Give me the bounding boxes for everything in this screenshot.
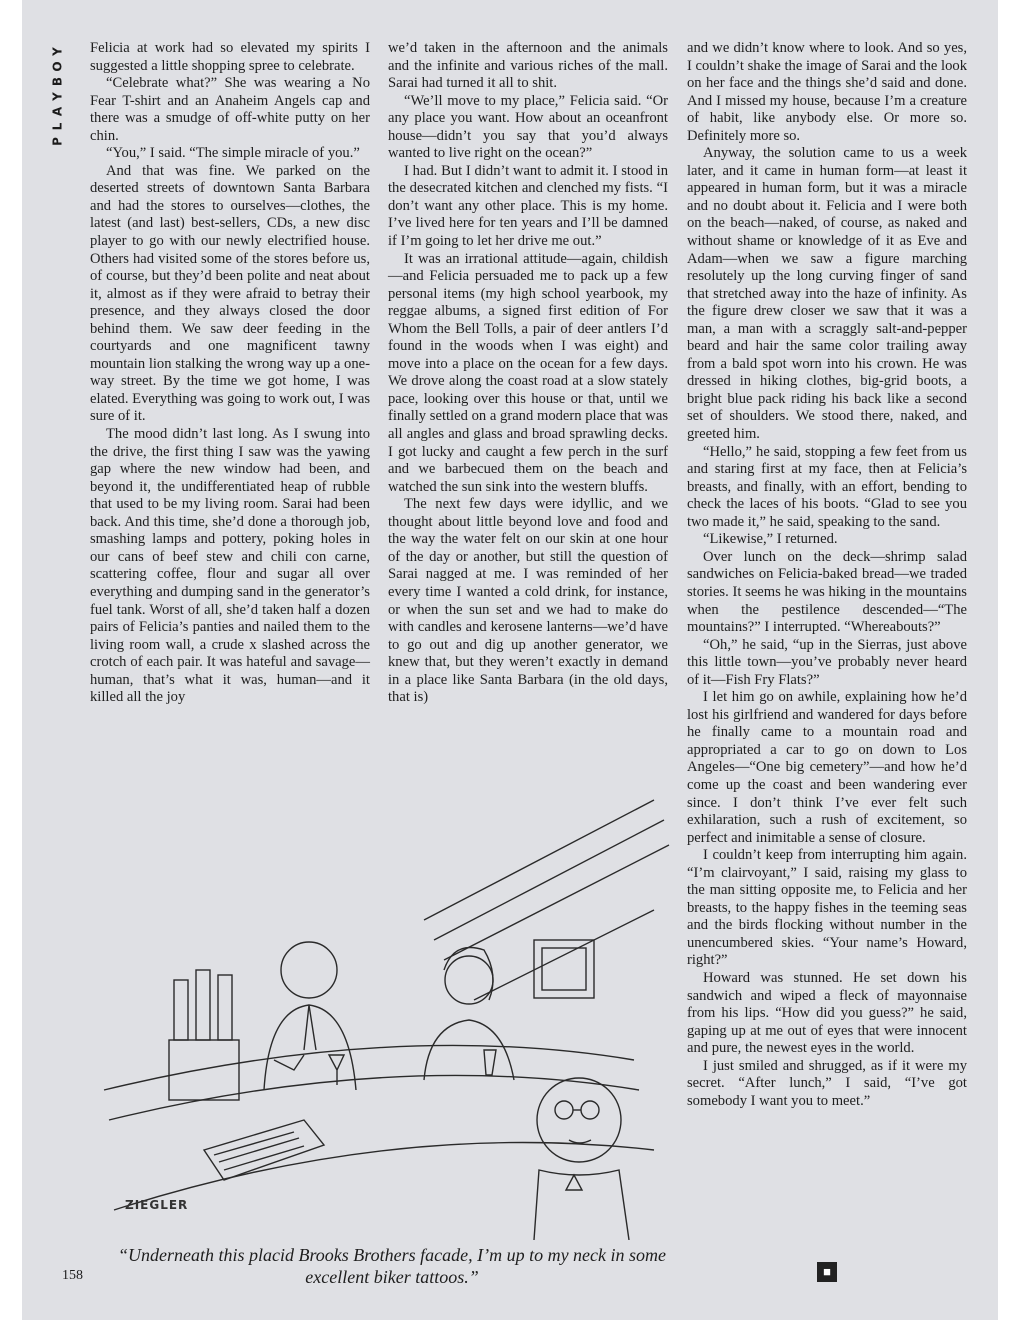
text-column-1	[90, 40, 370, 707]
paragraph: The next few days were idyllic, and we thought about little beyond love and food and the way the water felt on our skin at one hour of the day or another, but still the question of Sarai nagged at me. I was reminded of her every time I wanted a cold drink, for instance, or when the sun set and we had to make do with candles and kerosene lanterns—we’d have to go out and dig up another generator, we knew that, but they weren’t exactly in demand in a place like Santa Barbara (in the old days, that is)	[388, 496, 668, 706]
paragraph: It was an irrational attitude—again, childish—and Felicia persuaded me to pack up a few personal items (my high school yearbook, my reggae albums, a signed first edition of For Whom the Bell Tolls, a pair of deer antlers I’d found in the woods when I was eight) and move into a place on the ocean for a few days. We drove along the coast road at a slow stately pace, looking over this house or that, until we finally settled on a grand modern place that was all angles and glass and broad sprawling decks. I got lucky and caught a few perch in the surf and we barbecued them on the beach and watched the sun sink into the western bluffs.	[388, 250, 668, 495]
paragraph: “You,” I said. “The simple miracle of you.”	[106, 145, 360, 162]
running-head-letter: L	[50, 122, 65, 131]
running-head-letter: A	[50, 106, 65, 117]
running-head-letter: O	[50, 61, 65, 72]
running-head-letter: Y	[50, 47, 65, 56]
paragraph: “We’ll move to my place,” Felicia said. “Or any place you want. How about an oceanfront house—didn’t you say that you’d always wanted to live right on the ocean?”	[388, 92, 668, 162]
paragraph: Howard was stunned. He set down his sandwich and wiped a fleck of mayonnaise from his lips. “How did you guess?” he said, gaping up at me out of eyes that were innocent and pure, the newest eyes in the world.	[687, 969, 967, 1057]
cartoon-illustration	[94, 790, 674, 1240]
paragraph: I had. But I didn’t want to admit it. I stood in the desecrated kitchen and clenched my fists. “I don’t want any other place. This is my home. I’ve lived here for ten years and I’ll be damned if I’m going to let her drive me out.”	[388, 162, 668, 250]
paragraph: “Celebrate what?” She was wearing a No Fear T-shirt and an Anaheim Angels cap and there was a smudge of off-white putty on her chin.	[90, 75, 370, 144]
artist-signature: ZIEGLER	[125, 1198, 189, 1212]
paragraph: and we didn’t know where to look. And so yes, I couldn’t shake the image of Sarai and the look on her face and the things she’d said and done. And I missed my house, because I’m a creature of habit, like anybody else. Or more so. Definitely more so.	[687, 40, 967, 144]
paragraph: “Oh,” he said, “up in the Sierras, just above this little town—you’ve probably never heard of it—Fish Fry Flats?”	[687, 636, 967, 688]
page-number: 158	[62, 1268, 83, 1283]
running-head-letter: Y	[50, 92, 65, 101]
paragraph: we’d taken in the afternoon and the animals and the infinite and various riches of the mall. Sarai had turned it all to shit.	[388, 40, 668, 92]
paragraph: Anyway, the solution came to us a week later, and it came in human form—at least it appeared in human form, but it was a miracle and no doubt about it. Felicia and I were both on the beach—naked, of course, as naked and without shame or knowledge of it as Eve and Adam—when we saw a figure marching resolutely up the long curving finger of sand that stretched away into the haze of infinity. As the figure drew closer we saw that it was a man, a man with a scraggly salt-and-pepper beard and hair the same color trailing away from a bald spot worn into his crown. He was dressed in hiking clothes, big-grid boots, a bright blue pack riding his back like a second set of shoulders. We stood there, naked, and greeted him.	[687, 145, 967, 443]
rabbit-end-mark-icon: ■	[817, 1262, 837, 1282]
paragraph: Over lunch on the deck—shrimp salad sandwiches on Felicia-baked bread—we traded stories. It seems he was hiking in the mountains when the pestilence descended—“The mountains?” I interrupted. “Whereabouts?”	[687, 548, 967, 636]
paragraph: Felicia at work had so elevated my spirits I suggested a little shopping spree to celebrate.	[90, 40, 370, 74]
running-head-letter: B	[50, 76, 65, 87]
running-head	[52, 44, 66, 149]
paragraph: And that was fine. We parked on the deserted streets of downtown Santa Barbara and had the stores to ourselves—clothes, the latest (and last) best-sellers, CDs, a new disc player to go with our newly electrified house. Others had visited some of the stores before us, of course, but they’d been polite and neat about it, almost as if they were afraid to betray their presence, and they always closed the door behind them. We saw deer feeding in the courtyards and one magnificent tawny mountain lion stalking the wrong way up a one-way street. By the time we got home, I was elated. Everything was going to work out, I was sure of it.	[90, 162, 370, 425]
paragraph: The mood didn’t last long. As I swung into the drive, the first thing I saw was the yawing gap where the new window had been, and beyond it, the undifferentiated heap of rubble that used to be my living room. Sarai had been back. And this time, she’d done a thorough job, smashing lamps and pottery, poking holes in our cans of beef stew and chili con carne, scattering coffee, flour and sugar all over everything and dumping sand in the generator’s fuel tank. Worst of all, she’d taken half a dozen pairs of Felicia’s panties and nailed them to the living room wall, a crude x slashed across the crotch of each pair. It was hateful and savage—human, that’s what it was, human—and it killed all the joy	[90, 426, 370, 706]
cartoon-caption: “Underneath this placid Brooks Brothers facade, I’m up to my neck in some excellent biker tattoos.”	[117, 1245, 667, 1287]
running-head-letter: P	[50, 137, 65, 146]
text-column-2	[388, 40, 668, 707]
paragraph: “Hello,” he said, stopping a few feet from us and staring first at my face, then at Felicia’s breasts, and finally, with an effort, bending to check the laces of his boots. “Glad to see you two made it,” he said, speaking to the sand.	[687, 443, 967, 530]
paragraph: I let him go on awhile, explaining how he’d lost his girlfriend and wandered for days before he finally came to a mountain road and appropriated a car to go on down to Los Angeles—“One big cemetery”—and how he’d come up the coast and been wandering ever since. I don’t think I’ve ever felt such exhilaration, such a rush of excitement, so perfect and inimitable a sense of closure.	[687, 689, 967, 846]
paragraph: “Likewise,” I returned.	[703, 531, 838, 548]
paragraph: I just smiled and shrugged, as if it were my secret. “After lunch,” I said, “I’ve got somebody I want you to meet.”	[687, 1057, 967, 1109]
text-column-3	[687, 40, 967, 1110]
magazine-page	[22, 0, 998, 1320]
paragraph: I couldn’t keep from interrupting him again. “I’m clairvoyant,” I said, raising my glass to the man sitting opposite me, to Felicia and her breasts, to the happy fishes in the teeming seas and the birds flocking without number in the unencumbered skies. “Your name’s Howard, right?”	[687, 847, 967, 969]
